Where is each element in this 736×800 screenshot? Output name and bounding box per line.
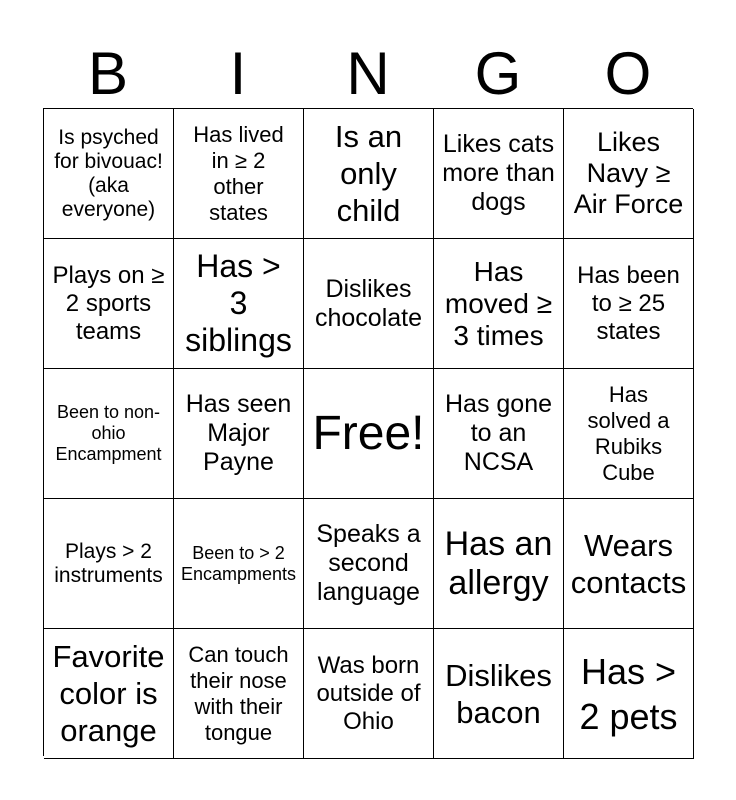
- cell-text: Has seen Major Payne: [185, 390, 292, 476]
- bingo-cell-r1-c2[interactable]: [174, 109, 304, 239]
- bingo-cell-free[interactable]: [304, 369, 434, 499]
- bingo-cell-r3-c2[interactable]: [174, 369, 304, 499]
- bingo-cell-r3-c1[interactable]: [44, 369, 174, 499]
- bingo-cell-r5-c3[interactable]: [304, 629, 434, 759]
- bingo-cell-r4-c3[interactable]: [304, 499, 434, 629]
- cell-text: Is an only child: [334, 119, 403, 228]
- cell-text: Free!: [312, 406, 425, 460]
- bingo-cell-r2-c2[interactable]: [174, 239, 304, 369]
- cell-text: Can touch their nose with their tongue: [188, 641, 289, 745]
- bingo-cell-r2-c5[interactable]: [564, 239, 694, 369]
- cell-text: Has been to ≥ 25 states: [577, 261, 680, 345]
- cell-text: Likes Navy ≥ Air Force: [573, 127, 684, 219]
- bingo-cell-r4-c2[interactable]: [174, 499, 304, 629]
- cell-text: Dislikes bacon: [445, 657, 552, 730]
- cell-text: Has gone to an NCSA: [444, 390, 553, 476]
- cell-text: Wears contacts: [570, 527, 687, 600]
- bingo-cell-r4-c4[interactable]: [434, 499, 564, 629]
- cell-text: Dislikes chocolate: [314, 274, 423, 332]
- bingo-cell-r3-c5[interactable]: [564, 369, 694, 499]
- bingo-cell-r5-c2[interactable]: [174, 629, 304, 759]
- header-letter-b: B: [87, 40, 129, 107]
- cell-text: Has moved ≥ 3 times: [444, 255, 553, 351]
- bingo-cell-r2-c1[interactable]: [44, 239, 174, 369]
- bingo-cell-r4-c1[interactable]: [44, 499, 174, 629]
- bingo-cell-r2-c4[interactable]: [434, 239, 564, 369]
- bingo-cell-r2-c3[interactable]: [304, 239, 434, 369]
- bingo-cell-r3-c4[interactable]: [434, 369, 564, 499]
- header-letter-n: N: [346, 40, 390, 107]
- cell-text: Was born outside of Ohio: [316, 651, 421, 735]
- cell-text: Has an allergy: [444, 524, 553, 602]
- header-letter-i: I: [229, 40, 247, 107]
- cell-text: Has solved a Rubiks Cube: [587, 381, 670, 485]
- bingo-cell-r1-c1[interactable]: [44, 109, 174, 239]
- bingo-cell-r4-c5[interactable]: [564, 499, 694, 629]
- cell-text: Favorite color is orange: [52, 639, 165, 748]
- bingo-cell-r1-c3[interactable]: [304, 109, 434, 239]
- bingo-cell-r5-c1[interactable]: [44, 629, 174, 759]
- cell-text: Speaks a second language: [316, 520, 421, 606]
- bingo-cell-r1-c4[interactable]: [434, 109, 564, 239]
- bingo-cell-r5-c4[interactable]: [434, 629, 564, 759]
- cell-text: Been to non- ohio Encampment: [55, 402, 162, 464]
- header-letter-o: O: [604, 40, 652, 107]
- bingo-header: [43, 40, 693, 108]
- cell-text: Likes cats more than dogs: [442, 130, 555, 216]
- bingo-cell-r1-c5[interactable]: [564, 109, 694, 239]
- bingo-cell-r5-c5[interactable]: [564, 629, 694, 759]
- cell-text: Plays on ≥ 2 sports teams: [52, 261, 165, 345]
- cell-text: Has > 2 pets: [579, 650, 678, 737]
- header-letter-g: G: [474, 40, 522, 107]
- cell-text: Been to > 2 Encampments: [180, 542, 297, 584]
- cell-text: Plays > 2 instruments: [54, 539, 163, 587]
- bingo-grid: [43, 108, 693, 756]
- cell-text: Has lived in ≥ 2 other states: [193, 121, 284, 225]
- cell-text: Is psyched for bivouac! (aka everyone): [54, 125, 163, 221]
- cell-text: Has > 3 siblings: [185, 248, 292, 358]
